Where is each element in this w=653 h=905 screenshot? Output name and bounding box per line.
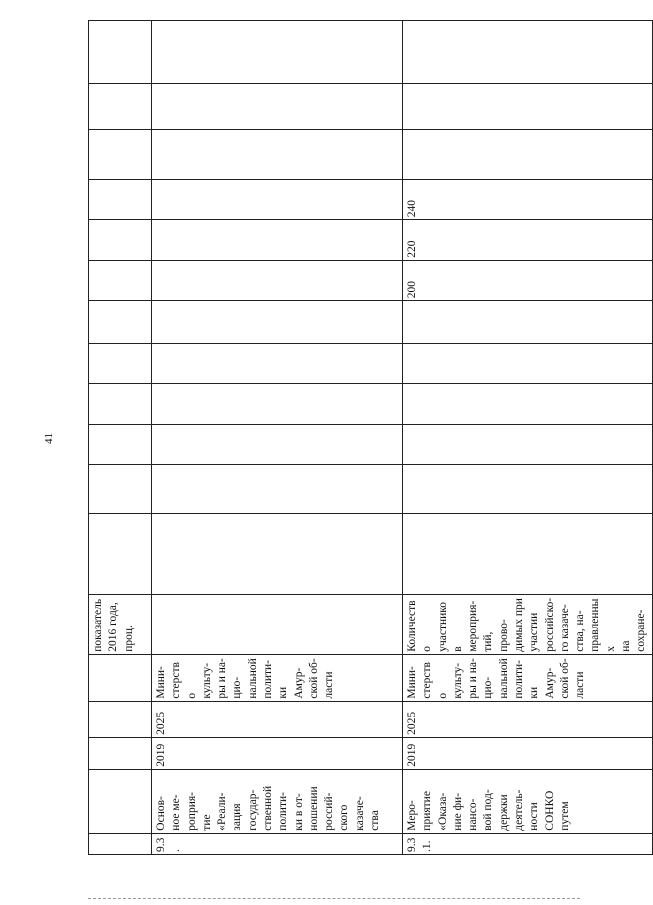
table-row (403, 21, 653, 855)
scan-edge-line (88, 898, 580, 899)
row-executor-text: Мини- стерство культу- ры и на- цио- нальной полити- ки Амур- ской об- ласти (406, 658, 587, 699)
row-value-cell (152, 384, 403, 424)
row-name (403, 769, 653, 833)
header-cell (89, 129, 152, 179)
row-value-text: 240 (406, 200, 418, 218)
row-value-cell (152, 514, 403, 595)
row-name-text: Меро- приятие «Оказа- ние фи- нансо- вой под- держки деятель- ности СОНКО путем (406, 789, 571, 831)
header-cell-start (89, 737, 152, 769)
row-executor (152, 654, 403, 701)
row-number (152, 833, 403, 854)
row-number-text: 9.3.1. (406, 837, 434, 852)
row-executor (403, 654, 653, 701)
header-cell-number (89, 833, 152, 854)
table-row (152, 21, 403, 855)
row-year-end (403, 701, 653, 737)
row-value-cell (152, 21, 403, 84)
row-value-cell (152, 465, 403, 514)
row-value-cell (403, 179, 653, 219)
row-value-cell (403, 301, 653, 344)
rotated-table-frame (88, 20, 648, 855)
header-cell (89, 179, 152, 219)
header-cell-indicator (89, 595, 152, 655)
header-cell (89, 465, 152, 514)
row-value-text: 200 (406, 280, 418, 299)
header-cell (89, 424, 152, 464)
header-cell (89, 384, 152, 424)
row-value-cell (403, 465, 653, 514)
row-year-end-text: 2025 (406, 711, 418, 735)
program-table (88, 20, 653, 855)
row-number-text: 9.3. (155, 837, 183, 852)
row-year-end (152, 701, 403, 737)
row-indicator (152, 595, 403, 655)
row-value-cell (403, 83, 653, 129)
row-value-cell (152, 260, 403, 300)
row-value-cell (403, 424, 653, 464)
row-value-cell (403, 220, 653, 260)
header-row (89, 21, 152, 855)
row-value-cell (152, 343, 403, 383)
page-number: 41 (43, 433, 55, 444)
row-year-start (403, 737, 653, 769)
row-value-cell (403, 21, 653, 84)
row-year-end-text: 2025 (155, 711, 167, 735)
row-indicator-text: Количество участников мероприя- тий, прово- димых при участии российско- го казаче- ства, на- правленных на сохране- (406, 597, 648, 652)
row-executor-text: Мини- стерство культу- ры и на- цио- нальной полити- ки Амур- ской об- ласти (155, 658, 336, 699)
row-value-text: 220 (406, 240, 418, 258)
row-year-start-text: 2019 (155, 743, 167, 767)
row-value-cell (403, 384, 653, 424)
row-name-text: Основ- ное ме- роприя- тие «Реали- зация государ- ственной полити- ки в от- ношении россий- ского казаче- ства (155, 785, 381, 831)
header-cell (89, 260, 152, 300)
row-value-cell (152, 83, 403, 129)
row-name (152, 769, 403, 833)
row-value-cell (152, 220, 403, 260)
header-cell-name (89, 769, 152, 833)
row-indicator (403, 595, 653, 655)
row-value-cell (152, 129, 403, 179)
row-year-start (152, 737, 403, 769)
header-cell (89, 301, 152, 344)
header-cell (89, 21, 152, 84)
row-year-start-text: 2019 (406, 743, 418, 767)
header-cell (89, 343, 152, 383)
row-number (403, 833, 653, 854)
header-cell-end (89, 701, 152, 737)
row-value-cell (403, 129, 653, 179)
row-value-cell (152, 424, 403, 464)
row-value-cell (403, 514, 653, 595)
header-cell (89, 220, 152, 260)
row-value-cell (403, 343, 653, 383)
header-cell (89, 514, 152, 595)
row-value-cell (403, 260, 653, 300)
row-value-cell (152, 301, 403, 344)
row-value-cell (152, 179, 403, 219)
header-cell-executor (89, 654, 152, 701)
header-indicator-text: показатель 2016 года, проц. (92, 598, 135, 652)
header-cell (89, 83, 152, 129)
